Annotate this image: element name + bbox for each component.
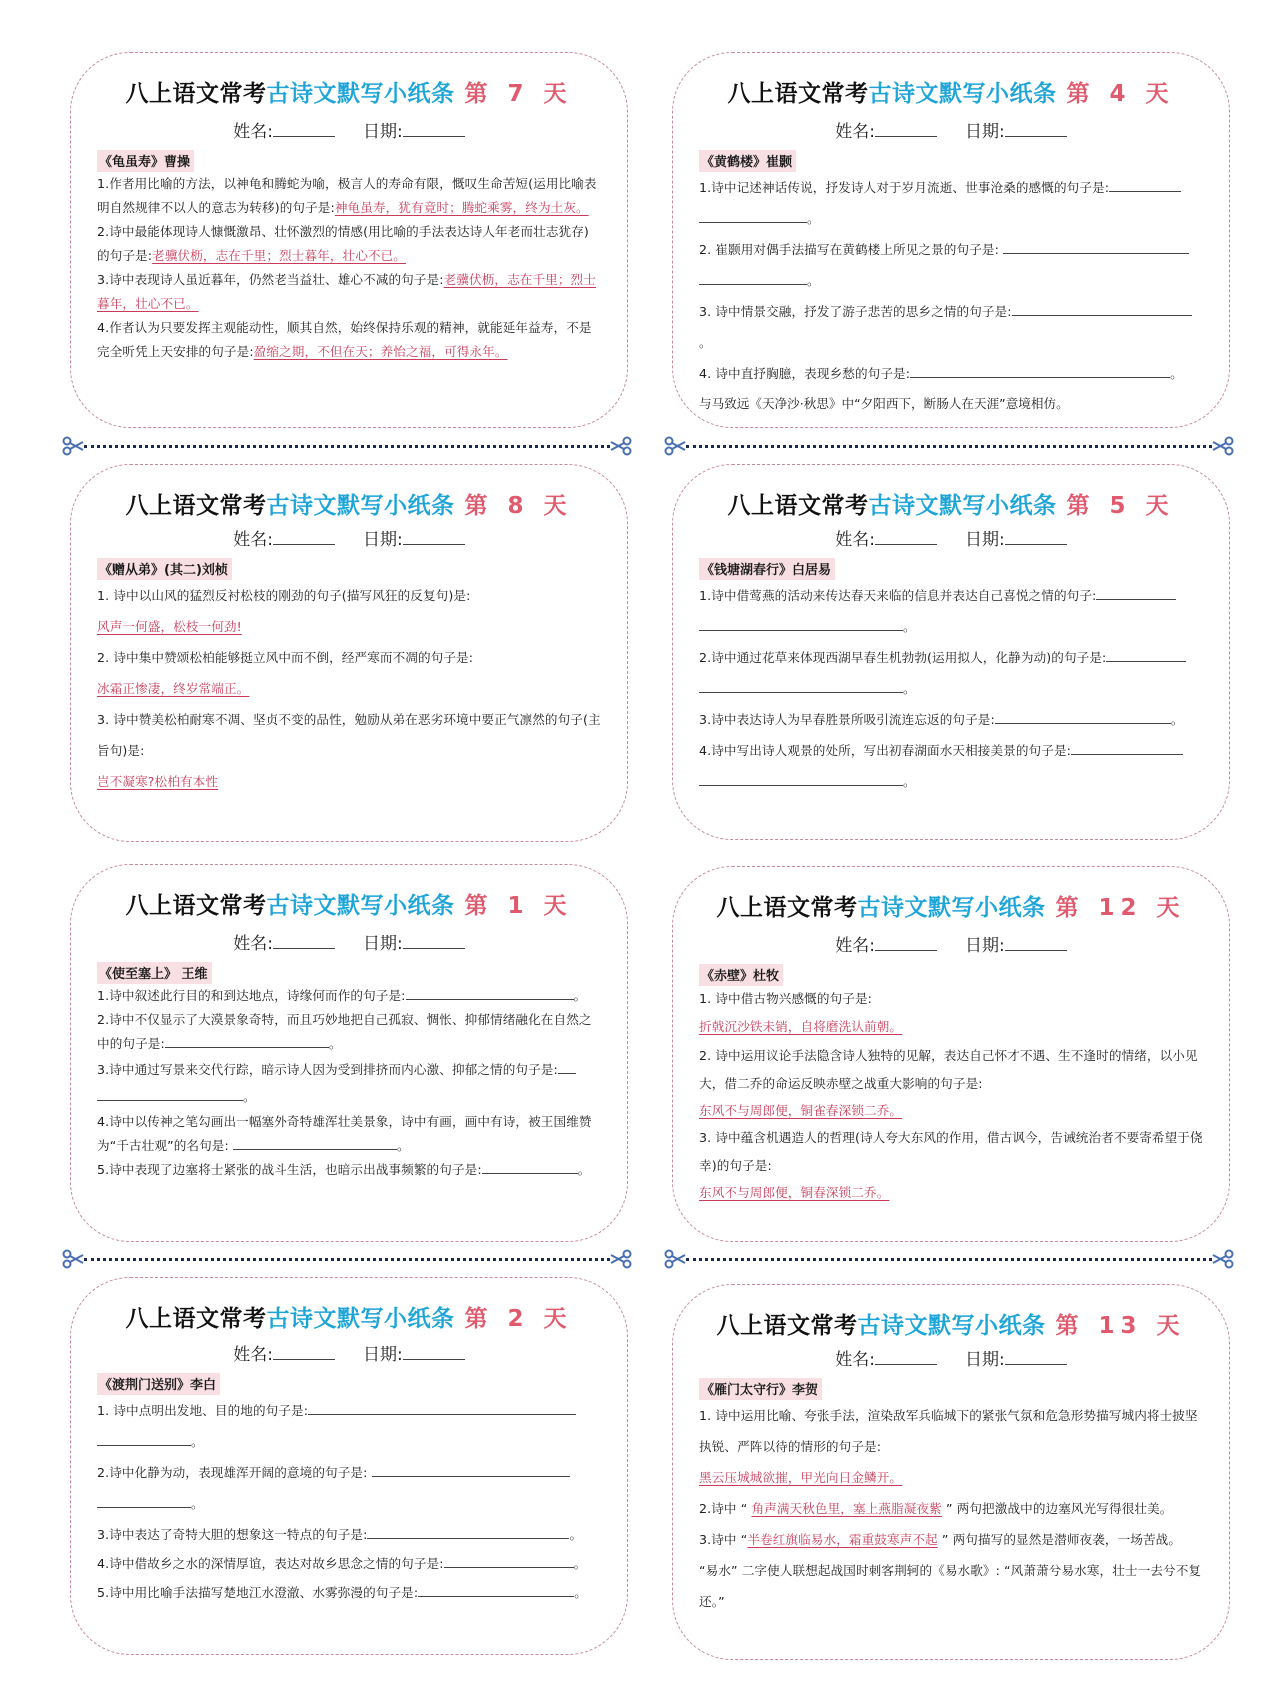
card-title [699,79,1203,109]
question: 2. 崔颢用对偶手法描写在黄鹤楼上所见之景的句子是: 。 [699,234,1203,296]
date-label: 日期: [965,530,1005,550]
name-date-row [97,931,601,956]
name-date-row [97,119,601,144]
question: 3. 诗中蕴含机遇造人的哲理(诗人夸大东风的作用，借古讽今，告诫统治者不要寄希望于侥幸)的句子是: [699,1130,1203,1173]
answer: 神龟虽寿，犹有竟时；腾蛇乘雾，终为土灰。 [334,200,589,215]
date-field[interactable] [403,527,465,545]
note-text: 与马致远《天净沙·秋思》中“夕阳西下，断肠人在天涯”意境相仿。 [699,396,1069,411]
name-date-row [97,1342,601,1367]
note-card-day-5 [672,464,1230,840]
answer-blank[interactable] [308,1401,576,1415]
title-main: 古诗文默写小纸条 [266,893,455,919]
title-prefix: 八上语文常考 [125,893,267,919]
answer-blank[interactable] [558,1060,576,1074]
answer-blank[interactable] [406,986,574,1000]
scissors-icon [610,1249,632,1269]
answer-blank[interactable] [97,1432,191,1446]
question: 3.诗中表达了奇特大胆的想象这一特点的句子是: 。 [97,1527,583,1542]
answer-blank[interactable] [372,1463,570,1477]
answer-blank[interactable] [910,364,1170,378]
answer-blank[interactable] [699,271,807,285]
scissors-icon [1212,1249,1234,1269]
title-prefix: 八上语文常考 [125,81,267,107]
answer-blank[interactable] [995,710,1171,724]
answer: 老骥伏枥，志在千里；烈士暮年，壮心不已。 [152,248,406,263]
card-title [97,1304,601,1334]
cut-line [664,1249,1234,1269]
card-title [699,893,1203,923]
name-label: 姓名: [233,530,273,550]
question: 3.诗中 “半卷红旗临易水，霜重鼓寒声不起 ” 两句描写的显然是潜师夜袭，一场苦战。 “易水” 二字使人联想起战国时刺客荆轲的《易水歌》: “风萧萧兮易水寒，壮士一去兮不复还。” [699,1532,1202,1609]
scissors-icon [62,436,84,456]
answer-blank[interactable] [1071,741,1183,755]
day-label: 第 7 天 [464,81,573,107]
note-card-day-2 [70,1277,628,1655]
card-title [699,1311,1203,1341]
question: 2. 诗中运用议论手法隐含诗人独特的见解，表达自己怀才不遇、生不逢时的情绪，以小见大，借二乔的命运反映赤壁之战重大影响的句子是: [699,1048,1198,1091]
date-label: 日期: [363,934,403,954]
date-label: 日期: [363,122,403,142]
day-label: 第 2 天 [464,1306,573,1332]
question: 2.诗中通过花草来体现西湖早春生机勃勃(运用拟人，化静为动)的句子是: 。 [699,642,1203,704]
cut-line [62,1249,632,1269]
answer-blank[interactable] [418,1583,574,1597]
day-label: 第 4 天 [1066,81,1175,107]
name-date-row [699,1347,1203,1372]
answer-blank[interactable] [97,1494,191,1508]
question: 3.诗中表达诗人为早春胜景所吸引流连忘返的句子是: 。 [699,712,1184,727]
answer-blank[interactable] [699,209,807,223]
answer: 角声满天秋色里，塞上燕脂凝夜紫 [751,1501,942,1516]
title-prefix: 八上语文常考 [716,895,858,921]
answer: 黑云压城城欲摧，甲光向日金鳞开。 [699,1470,903,1485]
title-prefix: 八上语文常考 [125,493,267,519]
name-date-row [699,527,1203,552]
card-title [97,491,601,521]
question: 2.诗中最能体现诗人慷慨激昂、壮怀激烈的情感(用比喻的手法表达诗人年老而壮志犹存)的句子是:老骥伏枥，志在千里；烈士暮年，壮心不已。 [97,224,589,263]
question: 5.诗中表现了边塞将士紧张的战斗生活，也暗示出战事频繁的句子是: 。 [97,1162,591,1177]
answer-blank[interactable] [1012,302,1192,316]
poem-title: 《使至塞上》 王维 [97,962,212,984]
question: 1. 诗中运用比喻、夸张手法，渲染敌军兵临城下的紧张气氛和危急形势描写城内将士披坚执锐、严阵以待的情形的句子是: [699,1408,1198,1454]
cut-line [62,436,632,456]
title-prefix: 八上语文常考 [125,1306,267,1332]
scissors-icon [62,1249,84,1269]
poem-title: 《钱塘湖春行》白居易 [699,558,835,580]
answer: 冰霜正惨凄，终岁常端正。 [97,681,250,696]
question: 3.诗中通过写景来交代行踪，暗示诗人因为受到排挤而内心激、抑郁之情的句子是: 。 [97,1056,601,1110]
day-label: 第 13 天 [1055,1313,1186,1339]
answer-blank[interactable] [699,772,903,786]
answer-blank[interactable] [1109,178,1181,192]
note-card-day-8 [70,464,628,842]
poem-title: 《雁门太守行》李贺 [699,1378,822,1400]
name-date-row [699,119,1203,144]
day-label: 第 8 天 [464,493,573,519]
day-label: 第 1 天 [464,893,573,919]
name-label: 姓名: [233,934,273,954]
day-label: 第 12 天 [1055,895,1186,921]
title-main: 古诗文默写小纸条 [857,895,1046,921]
title-main: 古诗文默写小纸条 [266,81,455,107]
answer-blank[interactable] [1106,648,1186,662]
question: 2.诗中不仅显示了大漠景象奇特，而且巧妙地把自己孤寂、惆怅、抑郁情绪融化在自然之中的句子是: 。 [97,1012,592,1051]
name-label: 姓名: [233,1345,273,1365]
title-main: 古诗文默写小纸条 [868,493,1057,519]
name-label: 姓名: [835,1350,875,1370]
question: 1.诗中借莺燕的活动来传达春天来临的信息并表达自己喜悦之情的句子: 。 [699,580,1203,642]
card-title [699,491,1203,521]
cut-line [664,436,1234,456]
question: 5.诗中用比喻手法描写楚地江水澄澈、水雾弥漫的句子是: 。 [97,1585,587,1600]
answer-blank[interactable] [165,1034,329,1048]
poem-title: 《黄鹤楼》崔颢 [699,150,796,172]
name-field[interactable] [875,1347,937,1365]
answer-blank[interactable] [699,679,903,693]
question: 2.诗中 “ 角声满天秋色里，塞上燕脂凝夜紫 ” 两句把激战中的边塞风光写得很壮美。 [699,1501,1173,1516]
answer-blank[interactable] [699,617,903,631]
title-main: 古诗文默写小纸条 [266,1306,455,1332]
answer-blank[interactable] [1003,240,1189,254]
title-main: 古诗文默写小纸条 [868,81,1057,107]
name-label: 姓名: [835,936,875,956]
date-label: 日期: [965,1350,1005,1370]
title-prefix: 八上语文常考 [727,493,869,519]
name-label: 姓名: [835,530,875,550]
answer: 盈缩之期，不但在天；养怡之福，可得永年。 [253,344,508,359]
name-label: 姓名: [233,122,273,142]
date-field[interactable] [1005,527,1067,545]
answer-blank[interactable] [482,1160,578,1174]
name-field[interactable] [273,119,335,137]
poem-title: 《龟虽寿》曹操 [97,150,194,172]
question: 1. 诗中借古物兴感慨的句子是: [699,991,872,1006]
question: 4.作者认为只要发挥主观能动性，顺其自然，始终保持乐观的精神，就能延年益寿，不是完全听凭上天安排的句子是:盈缩之期，不但在天；养怡之福，可得永年。 [97,320,592,359]
day-label: 第 5 天 [1066,493,1175,519]
question: 2. 诗中集中赞颂松柏能够挺立风中而不倒，经严寒而不凋的句子是: [97,650,474,665]
question: 1.作者用比喻的方法，以神龟和腾蛇为喻，极言人的寿命有限，慨叹生命苦短(运用比喻表明自然规律不以人的意志为转移)的句子是:神龟虽寿，犹有竟时；腾蛇乘雾，终为土灰。 [97,176,597,215]
title-prefix: 八上语文常考 [716,1313,858,1339]
poem-title: 《赠从弟》(其二)刘桢 [97,558,232,580]
answer: 东风不与周郎便，铜雀春深锁二乔。 [699,1103,903,1118]
card-title [97,891,601,921]
answer: 风声一何盛，松枝一何劲! [97,619,242,634]
question: 3. 诗中情景交融，抒发了游子悲苦的思乡之情的句子是:。 [699,296,1203,358]
question: 4. 诗中直抒胸臆，表现乡愁的句子是: 。 [699,366,1183,381]
question: 1.诗中叙述此行目的和到达地点，诗缘何而作的句子是: 。 [97,988,587,1003]
answer: 半卷红旗临易水，霜重鼓寒声不起 [747,1532,938,1547]
name-field[interactable] [875,933,937,951]
title-main: 古诗文默写小纸条 [266,493,455,519]
question: 1. 诗中点明出发地、目的地的句子是: 。 [97,1395,601,1457]
question: 4.诗中写出诗人观景的处所，写出初春湖面水天相接美景的句子是: 。 [699,735,1203,797]
question: 3.诗中表现诗人虽近暮年，仍然老当益壮、雄心不减的句子是:老骥伏枥，志在千里；烈士暮年，壮心不已。 [97,272,596,311]
scissors-icon [1212,436,1234,456]
answer: 老骥伏枥，志在千里；烈士暮年，壮心不已。 [97,272,596,311]
card-title [97,79,601,109]
name-date-row [699,933,1203,958]
note-card-day-7 [70,52,628,428]
answer-blank[interactable] [233,1136,397,1150]
name-label: 姓名: [835,122,875,142]
answer: 岂不凝寒?松柏有本性 [97,774,219,789]
answer-blank[interactable] [1096,586,1176,600]
name-field[interactable] [875,119,937,137]
name-field[interactable] [875,527,937,545]
question: 3. 诗中赞美松柏耐寒不凋、坚贞不变的品性，勉励从弟在恶劣环境中要正气凛然的句子(主旨句)是: [97,712,601,758]
answer-blank[interactable] [444,1554,574,1568]
scissors-icon [664,436,686,456]
name-field[interactable] [273,931,335,949]
date-field[interactable] [403,119,465,137]
name-field[interactable] [273,1342,335,1360]
answer-blank[interactable] [97,1087,243,1101]
scissors-icon [664,1249,686,1269]
poem-title: 《渡荆门送别》李白 [97,1373,220,1395]
question: 4.诗中以传神之笔勾画出一幅塞外奇特雄浑壮美景象，诗中有画，画中有诗，被王国维赞为“千古壮观”的名句是: 。 [97,1114,592,1153]
note-card-day-4 [672,52,1230,428]
name-date-row [97,527,601,552]
title-prefix: 八上语文常考 [727,81,869,107]
date-field[interactable] [1005,933,1067,951]
answer-blank[interactable] [367,1525,569,1539]
question: 4.诗中借故乡之水的深情厚谊，表达对故乡思念之情的句子是: 。 [97,1556,587,1571]
scissors-icon [610,436,632,456]
poem-title: 《赤壁》杜牧 [699,964,783,986]
question: 1. 诗中以山风的猛烈反衬松枝的刚劲的句子(描写风狂的反复句)是: [97,588,471,603]
note-card-day-12 [672,866,1230,1242]
date-field[interactable] [403,1342,465,1360]
note-card-day-1 [70,864,628,1242]
date-label: 日期: [965,122,1005,142]
question: 1.诗中记述神话传说，抒发诗人对于岁月流逝、世事沧桑的感慨的句子是: 。 [699,172,1203,234]
date-field[interactable] [1005,1347,1067,1365]
question: 2.诗中化静为动，表现雄浑开阔的意境的句子是: 。 [97,1457,601,1519]
date-label: 日期: [363,1345,403,1365]
date-field[interactable] [1005,119,1067,137]
date-label: 日期: [363,530,403,550]
answer: 东风不与周郎便，铜春深锁二乔。 [699,1185,890,1200]
answer: 折戟沉沙铁未销，自将磨洗认前朝。 [699,1019,903,1034]
note-card-day-13 [672,1284,1230,1660]
date-field[interactable] [403,931,465,949]
name-field[interactable] [273,527,335,545]
title-main: 古诗文默写小纸条 [857,1313,1046,1339]
date-label: 日期: [965,936,1005,956]
